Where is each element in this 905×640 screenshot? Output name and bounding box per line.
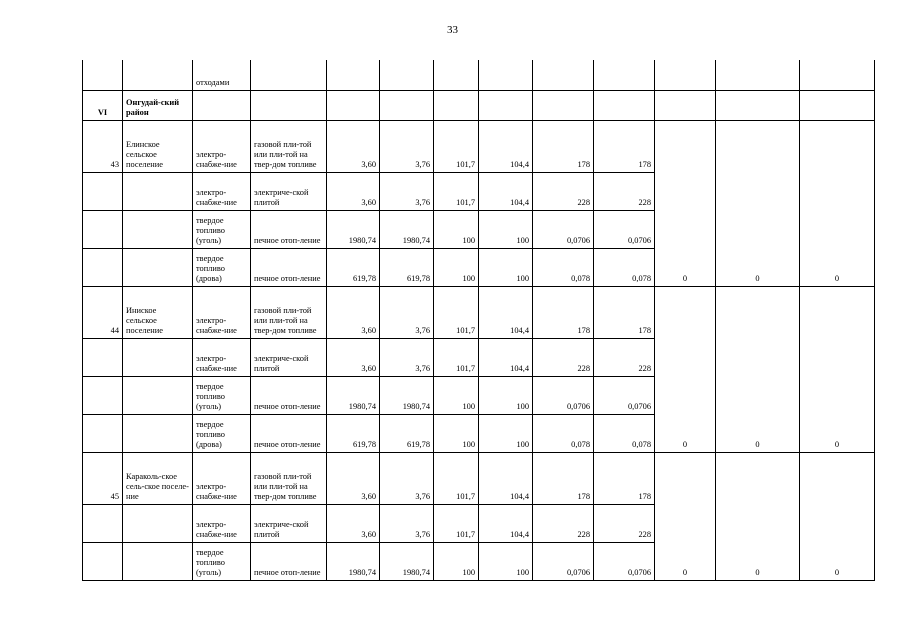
table-row (83, 286, 875, 338)
cell (655, 90, 716, 120)
cell-value: 101,7 (434, 452, 479, 504)
table-body (83, 60, 875, 580)
cell-value: 100 (434, 542, 479, 580)
cell-value: 228 (594, 172, 655, 210)
district-name: Онгудай-ский район (123, 90, 193, 120)
cell (193, 90, 251, 120)
cell (380, 90, 434, 120)
cell-fuel: электро-снабже-ние (193, 504, 251, 542)
cell-value: 0,0706 (594, 210, 655, 248)
cell-value: 619,78 (327, 414, 380, 452)
cell (380, 60, 434, 90)
cell-value: 228 (533, 172, 594, 210)
cell-value: 178 (533, 286, 594, 338)
cell-fuel: электро-снабже-ние (193, 286, 251, 338)
cell (594, 60, 655, 90)
cell-appliance: электриче-ской плитой (251, 172, 327, 210)
cell-value: 104,4 (479, 338, 533, 376)
cell-value: 100 (434, 210, 479, 248)
tariff-table (82, 60, 875, 581)
cell (123, 376, 193, 414)
cell-value: 0,0706 (594, 376, 655, 414)
cell-value: 228 (533, 504, 594, 542)
cell-value: 0,078 (533, 414, 594, 452)
cell-value: 100 (479, 248, 533, 286)
cell (716, 60, 800, 90)
settlement-name: Елинское сельское поселение (123, 120, 193, 172)
cell-value: 1980,74 (327, 376, 380, 414)
cell-extra-value: 0 (800, 452, 875, 580)
cell-value: 0,0706 (533, 210, 594, 248)
table-row-carry (83, 60, 875, 90)
cell-extra-value: 0 (800, 286, 875, 452)
cell (83, 504, 123, 542)
cell-appliance: газовой пли-той или пли-той на твер-дом топливе (251, 286, 327, 338)
cell-extra-value: 0 (655, 286, 716, 452)
cell (83, 210, 123, 248)
cell-extra-value: 0 (716, 452, 800, 580)
cell-value: 228 (594, 338, 655, 376)
cell-fuel: электро-снабже-ние (193, 172, 251, 210)
cell (655, 60, 716, 90)
cell-fuel: электро-снабже-ние (193, 338, 251, 376)
cell-appliance: печное отоп-ление (251, 414, 327, 452)
cell-value: 100 (434, 248, 479, 286)
cell-appliance: электриче-ской плитой (251, 504, 327, 542)
cell (123, 172, 193, 210)
cell-extra-value: 0 (655, 120, 716, 286)
cell-value: 0,078 (594, 414, 655, 452)
cell-fuel: твердое топливо (дрова) (193, 414, 251, 452)
cell (83, 376, 123, 414)
cell-value: 3,60 (327, 338, 380, 376)
cell-value: 100 (434, 414, 479, 452)
cell (123, 60, 193, 90)
cell-extra-value: 0 (800, 120, 875, 286)
cell-value: 1980,74 (380, 376, 434, 414)
cell (83, 248, 123, 286)
cell (800, 90, 875, 120)
cell-extra-value: 0 (716, 120, 800, 286)
cell (83, 172, 123, 210)
table-row (83, 120, 875, 172)
cell-appliance: газовой пли-той или пли-той на твер-дом топливе (251, 120, 327, 172)
cell-value: 1980,74 (327, 542, 380, 580)
cell-value: 100 (479, 210, 533, 248)
cell (83, 338, 123, 376)
cell-value: 1980,74 (327, 210, 380, 248)
cell-value: 101,7 (434, 120, 479, 172)
cell-value: 3,76 (380, 172, 434, 210)
cell (123, 504, 193, 542)
cell-value: 3,60 (327, 452, 380, 504)
cell (83, 542, 123, 580)
cell-value: 104,4 (479, 172, 533, 210)
cell-value: 1980,74 (380, 542, 434, 580)
cell-value: 3,60 (327, 504, 380, 542)
settlement-number: 45 (83, 452, 123, 504)
cell-fuel: твердое топливо (уголь) (193, 376, 251, 414)
cell-value: 0,0706 (594, 542, 655, 580)
cell (479, 90, 533, 120)
table-row-section (83, 90, 875, 120)
cell-appliance: печное отоп-ление (251, 376, 327, 414)
page-number: 33 (447, 24, 458, 36)
settlement-name: Караколь-ское сель-ское поселе-ние (123, 452, 193, 504)
cell-fuel: твердое топливо (уголь) (193, 210, 251, 248)
cell (83, 60, 123, 90)
cell-fuel: отходами (193, 60, 251, 90)
cell-appliance: печное отоп-ление (251, 210, 327, 248)
cell (251, 60, 327, 90)
cell-fuel: электро-снабже-ние (193, 120, 251, 172)
cell-value: 178 (594, 120, 655, 172)
cell-value: 3,76 (380, 286, 434, 338)
cell-extra-value: 0 (655, 452, 716, 580)
cell-value: 101,7 (434, 504, 479, 542)
cell-value: 104,4 (479, 504, 533, 542)
cell-value: 101,7 (434, 338, 479, 376)
cell (123, 414, 193, 452)
cell (800, 60, 875, 90)
cell (123, 210, 193, 248)
cell-value: 3,76 (380, 338, 434, 376)
cell-value: 0,078 (594, 248, 655, 286)
cell-fuel: твердое топливо (дрова) (193, 248, 251, 286)
cell (83, 414, 123, 452)
settlement-number: 43 (83, 120, 123, 172)
cell (594, 90, 655, 120)
cell-appliance: электриче-ской плитой (251, 338, 327, 376)
cell (533, 90, 594, 120)
cell-value: 619,78 (380, 414, 434, 452)
cell-fuel: электро-снабже-ние (193, 452, 251, 504)
cell-extra-value: 0 (716, 286, 800, 452)
cell-value: 100 (479, 414, 533, 452)
cell-value: 178 (594, 286, 655, 338)
cell-value: 0,078 (533, 248, 594, 286)
cell-value: 101,7 (434, 172, 479, 210)
cell-value: 178 (533, 120, 594, 172)
cell (533, 60, 594, 90)
cell-appliance: печное отоп-ление (251, 542, 327, 580)
cell-value: 100 (434, 376, 479, 414)
cell (123, 248, 193, 286)
cell-value: 104,4 (479, 452, 533, 504)
cell-value: 3,60 (327, 172, 380, 210)
cell-appliance: печное отоп-ление (251, 248, 327, 286)
table-row (83, 452, 875, 504)
cell-value: 3,76 (380, 452, 434, 504)
cell (327, 90, 380, 120)
cell-value: 3,60 (327, 286, 380, 338)
cell-value: 619,78 (380, 248, 434, 286)
cell-value: 0,0706 (533, 376, 594, 414)
cell (479, 60, 533, 90)
cell-value: 0,0706 (533, 542, 594, 580)
cell (716, 90, 800, 120)
cell-value: 3,76 (380, 504, 434, 542)
cell (434, 60, 479, 90)
settlement-name: Иниское сельское поселение (123, 286, 193, 338)
cell-value: 104,4 (479, 120, 533, 172)
cell-value: 178 (594, 452, 655, 504)
cell-value: 228 (533, 338, 594, 376)
cell-appliance: газовой пли-той или пли-той на твер-дом топливе (251, 452, 327, 504)
cell-value: 619,78 (327, 248, 380, 286)
cell-fuel: твердое топливо (уголь) (193, 542, 251, 580)
cell (123, 542, 193, 580)
cell-value: 3,76 (380, 120, 434, 172)
cell-value: 1980,74 (380, 210, 434, 248)
cell (123, 338, 193, 376)
cell (327, 60, 380, 90)
cell-value: 178 (533, 452, 594, 504)
cell-value: 101,7 (434, 286, 479, 338)
settlement-number: 44 (83, 286, 123, 338)
cell-value: 100 (479, 542, 533, 580)
cell (434, 90, 479, 120)
cell-value: 3,60 (327, 120, 380, 172)
section-number: VI (83, 90, 123, 120)
cell-value: 228 (594, 504, 655, 542)
cell-value: 100 (479, 376, 533, 414)
cell (251, 90, 327, 120)
cell-value: 104,4 (479, 286, 533, 338)
